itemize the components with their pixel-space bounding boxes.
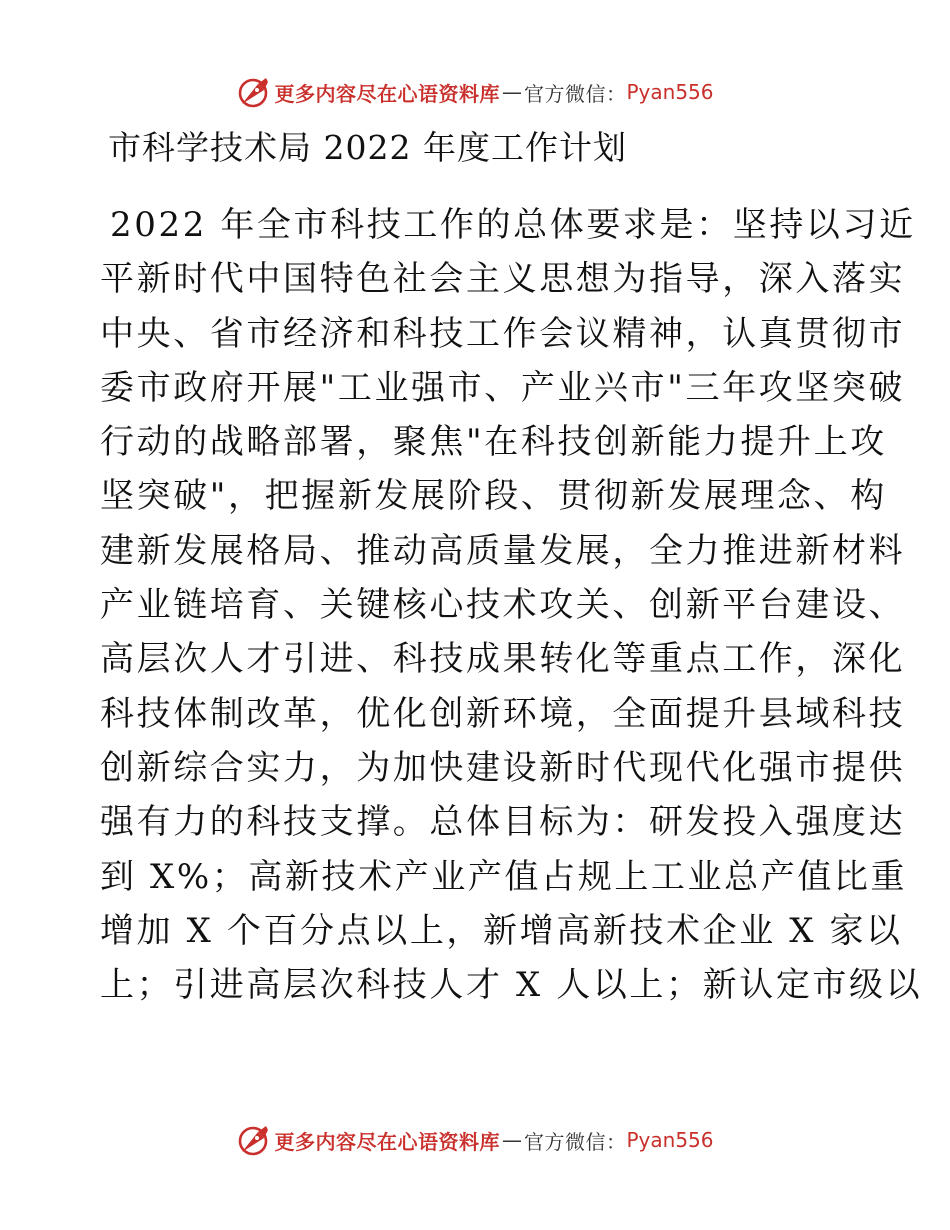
body-line: 到 X%；高新技术产业产值占规上工业总产值比重: [100, 856, 908, 897]
watermark-main-text: 更多内容尽在心语资料库: [274, 1129, 500, 1154]
watermark-account-id: Pyan556: [626, 80, 714, 104]
document-title: 市科学技术局 2022 年度工作计划: [108, 128, 627, 167]
body-line: 坚突破"，把握新发展阶段、贯彻新发展理念、构: [100, 476, 887, 517]
document-body: [100, 198, 923, 1012]
body-line: 2022 年全市科技工作的总体要求是：坚持以习近: [110, 205, 916, 245]
body-line: 强有力的科技支撑。总体目标为：研发投入强度达: [100, 802, 906, 843]
body-line: 科技体制改革，优化创新环境，全面提升县域科技: [100, 693, 906, 734]
watermark-account-label: 官方微信：: [523, 1129, 627, 1154]
body-line: 委市政府开展"工业强市、产业兴市"三年攻坚突破: [100, 367, 906, 408]
watermark-main-text: 更多内容尽在心语资料库: [274, 81, 500, 106]
watermark-dash: —: [501, 80, 522, 104]
body-line: 高层次人才引进、科技成果转化等重点工作，深化: [100, 639, 906, 680]
watermark-account-label: 官方微信：: [523, 81, 627, 106]
watermark-account-id: Pyan556: [626, 1128, 714, 1152]
body-line: 建新发展格局、推动高质量发展，全力推进新材料: [100, 530, 906, 571]
pen-nib-circle-icon: [236, 1122, 272, 1158]
pen-nib-circle-icon: [236, 74, 272, 110]
body-line: 行动的战略部署，聚焦"在科技创新能力提升上攻: [100, 422, 887, 463]
body-line: 创新综合实力，为加快建设新时代现代化强市提供: [100, 747, 906, 788]
body-line: 平新时代中国特色社会主义思想为指导，深入落实: [100, 259, 906, 300]
watermark-dash: —: [501, 1128, 522, 1152]
body-line: 增加 X 个百分点以上，新增高新技术企业 X 家以: [100, 910, 903, 951]
watermark-header: [0, 72, 950, 112]
watermark-footer: [0, 1120, 950, 1160]
body-line: 上；引进高层次科技人才 X 人以上；新认定市级以: [100, 965, 923, 1006]
body-line: 中央、省市经济和科技工作会议精神，认真贯彻市: [100, 313, 906, 354]
body-line: 产业链培育、关键核心技术攻关、创新平台建设、: [100, 585, 906, 626]
